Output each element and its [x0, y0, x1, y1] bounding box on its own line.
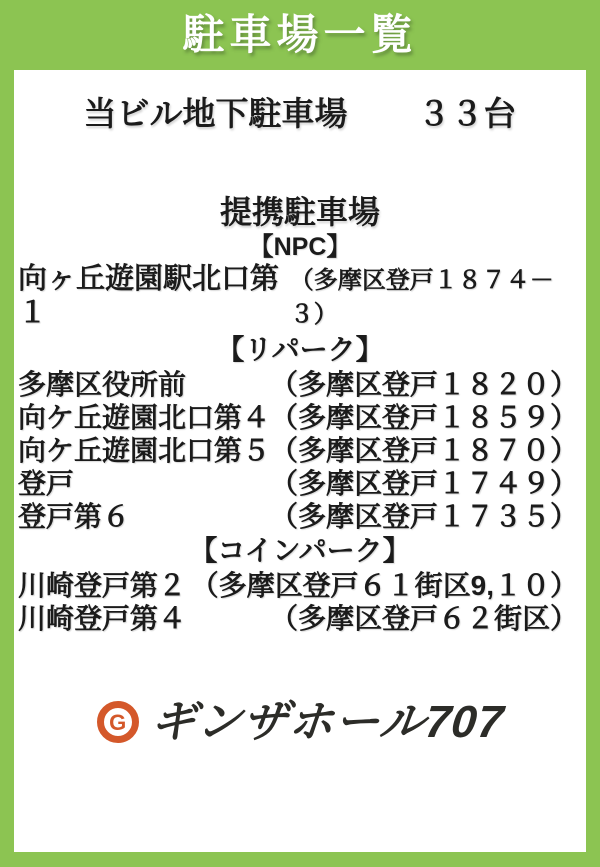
parking-address: （多摩区登戸１８２０） — [269, 369, 578, 400]
parking-name: 川崎登戸第２ — [18, 570, 187, 601]
npc-section-heading: 【NPC】 — [248, 233, 352, 261]
parking-name: 向ヶ丘遊園駅北口第１ — [18, 263, 280, 329]
partner-parking-heading: 提携駐車場 — [219, 194, 380, 230]
parking-address: （多摩区登戸１８５９） — [270, 402, 579, 433]
section-repark — [14, 332, 586, 533]
parking-row — [14, 500, 586, 533]
page-title: 駐車場一覧 — [182, 11, 418, 58]
content-sheet — [14, 70, 586, 852]
parking-row — [14, 569, 586, 602]
parking-row — [14, 368, 586, 401]
parking-row — [14, 434, 586, 467]
header-banner — [0, 0, 600, 70]
parking-name: 向ケ丘遊園北口第５ — [18, 435, 271, 466]
section-coinpark — [14, 533, 586, 635]
parking-address: （多摩区登戸６１街区9,１０） — [190, 570, 578, 601]
logo-text: ギンザホール707 — [147, 696, 507, 747]
parking-name: 登戸 — [18, 468, 75, 499]
building-parking-capacity: ３３台 — [417, 95, 517, 132]
parking-name: 向ケ丘遊園北口第４ — [18, 402, 271, 433]
building-parking-row — [14, 94, 586, 134]
parking-address: （多摩区登戸６２街区） — [269, 603, 578, 634]
parking-name: 多摩区役所前 — [18, 369, 187, 400]
parking-name: 登戸第６ — [18, 501, 131, 532]
coinpark-section-heading: 【コインパーク】 — [189, 535, 411, 566]
parking-address: （多摩区登戸１７４９） — [269, 468, 578, 499]
parking-row — [14, 401, 586, 434]
building-parking-name: 当ビル地下駐車場 — [83, 95, 348, 132]
repark-section-heading: 【リパーク】 — [216, 334, 384, 365]
parking-address: （多摩区登戸１８７４－３） — [289, 267, 554, 328]
parking-address: （多摩区登戸１８７０） — [270, 435, 579, 466]
parking-row — [14, 602, 586, 635]
parking-name: 川崎登戸第４ — [18, 603, 187, 634]
brand-logo — [14, 696, 586, 747]
logo-g-bullseye-icon — [97, 701, 139, 743]
parking-row — [14, 262, 586, 332]
section-npc — [14, 232, 586, 332]
logo-g-letter: G — [109, 709, 127, 735]
parking-address: （多摩区登戸１７３５） — [269, 501, 578, 532]
parking-row — [14, 467, 586, 500]
